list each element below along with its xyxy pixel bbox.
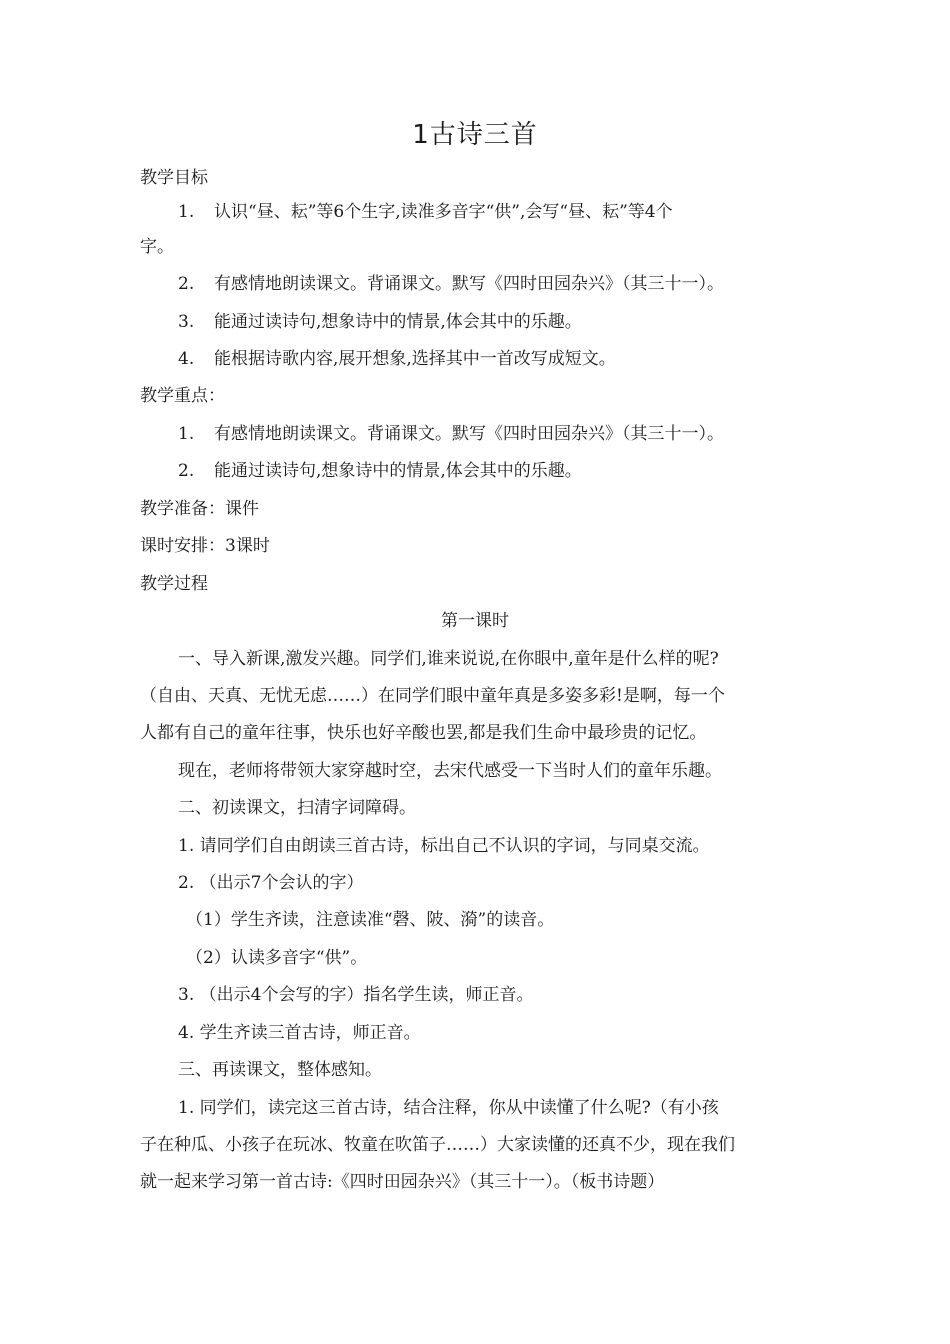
key-points-heading: 教学重点：: [140, 386, 225, 406]
key-point-item-1: [178, 422, 724, 446]
objective-text: 认识“昼、耘”等6个生字,读准多音字“供”,会写“昼、耘”等4个: [214, 202, 673, 222]
section2-step: 1. 请同学们自由朗读三首古诗，标出自己不认识的字词，与同桌交流。: [178, 836, 710, 856]
section2-substep: （2）认读多音字“供”。: [186, 948, 368, 968]
section2-step: 2. （出示7个会认的字）: [178, 873, 364, 893]
key-point-item-2: [178, 459, 582, 483]
key-point-number: 2.: [178, 461, 195, 481]
objective-item-1: [178, 200, 673, 224]
key-point-text: 有感情地朗读课文。背诵课文。默写《四时田园杂兴》（其三十一）。: [214, 424, 724, 444]
objective-number: 1.: [178, 202, 195, 222]
document-title: 1古诗三首: [412, 120, 538, 150]
key-point-number: 1.: [178, 424, 195, 444]
section1-line: 人都有自己的童年往事，快乐也好辛酸也罢,都是我们生命中最珍贵的记忆。: [140, 723, 707, 743]
objectives-heading: 教学目标: [140, 168, 208, 188]
objective-number: 2.: [178, 274, 195, 294]
objective-text: 能根据诗歌内容,展开想象,选择其中一首改写成短文。: [214, 349, 616, 369]
objective-number: 3.: [178, 312, 195, 332]
schedule-line: 课时安排：3课时: [140, 536, 270, 556]
objective-item-2: [178, 272, 724, 296]
section3-line: 1. 同学们，读完这三首古诗，结合注释，你从中读懂了什么呢?（有小孩: [178, 1098, 719, 1118]
section3-line: 子在种瓜、小孩子在玩冰、牧童在吹笛子……）大家读懂的还真不少，现在我们: [140, 1135, 735, 1155]
section3-heading: 三、再读课文，整体感知。: [178, 1060, 382, 1080]
section2-substep: （1）学生齐读，注意读准“磬、陂、漪”的读音。: [186, 910, 555, 930]
objective-text: 能通过读诗句,想象诗中的情景,体会其中的乐趣。: [214, 312, 582, 332]
objective-item-1-continued: 字。: [140, 237, 174, 257]
section1-line: 现在，老师将带领大家穿越时空，去宋代感受一下当时人们的童年乐趣。: [178, 761, 722, 781]
objective-item-3: [178, 310, 582, 334]
section2-step: 4. 学生齐读三首古诗，师正音。: [178, 1023, 421, 1043]
objective-number: 4.: [178, 349, 195, 369]
preparation-line: 教学准备：课件: [140, 499, 259, 519]
section1-line: （自由、天真、无忧无虑……）在同学们眼中童年真是多姿多彩!是啊，每一个: [140, 686, 725, 706]
objective-text: 有感情地朗读课文。背诵课文。默写《四时田园杂兴》（其三十一）。: [214, 274, 724, 294]
section2-heading: 二、初读课文，扫清字词障碍。: [178, 798, 416, 818]
key-point-text: 能通过读诗句,想象诗中的情景,体会其中的乐趣。: [214, 461, 582, 481]
section2-step: 3. （出示4个会写的字）指名学生读，师正音。: [178, 985, 534, 1005]
process-heading: 教学过程: [140, 574, 208, 594]
section3-line: 就一起来学习第一首古诗:《四时田园杂兴》（其三十一）。（板书诗题）: [140, 1172, 665, 1192]
lesson-title: 第一课时: [441, 611, 509, 631]
objective-item-4: [178, 347, 616, 371]
section1-line: 一、导入新课,激发兴趣。同学们,谁来说说,在你眼中,童年是什么样的呢?: [178, 649, 719, 669]
